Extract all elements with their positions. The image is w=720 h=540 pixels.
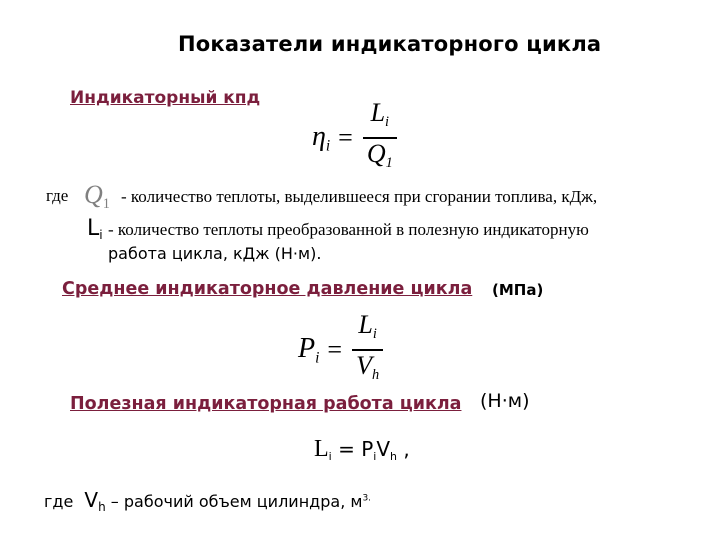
work-equation: $L_i = P_iV_h$ , xyxy=(314,436,410,463)
where-label: где xyxy=(46,186,69,205)
formula-lhs: $P_i$ xyxy=(298,332,320,366)
formula-equals: = xyxy=(338,122,353,152)
formula-denominator: $Q_1$ xyxy=(366,138,393,171)
formula-fraction xyxy=(363,98,397,178)
li-symbol: $L_i$ xyxy=(87,216,103,243)
li-definition-continued: работа цикла, кДж (Н·м). xyxy=(108,244,322,263)
work-unit: (Н·м) xyxy=(480,390,530,412)
formula-denominator: $V_h$ xyxy=(356,350,380,383)
heading-mean-indicated-pressure: Среднее индикаторное давление цикла xyxy=(62,279,473,299)
formula-numerator: $L_i$ xyxy=(358,310,377,342)
formula-mean-pressure xyxy=(298,310,383,390)
formula-lhs: $\eta_i$ xyxy=(312,120,331,154)
formula-numerator: $L_i$ xyxy=(370,98,390,130)
formula-equals: = xyxy=(327,334,343,364)
page-title: Показатели индикаторного цикла xyxy=(178,32,602,56)
heading-indicated-work: Полезная индикаторная работа цикла xyxy=(70,394,462,414)
volume-definition: где $V_h$ – рабочий объем цилиндра, $м^{3.}$ xyxy=(44,488,372,515)
pressure-unit: (МПа) xyxy=(492,281,544,299)
heading-indicator-efficiency: Индикаторный кпд xyxy=(70,88,261,108)
formula-indicator-efficiency xyxy=(312,98,397,178)
q1-definition: - количество теплоты, выделившееся при сгорании топлива, кДж, xyxy=(121,187,598,206)
q1-symbol: $Q_1$ xyxy=(84,180,110,212)
li-definition: - количество теплоты преобразованной в полезную индикаторную xyxy=(108,220,589,239)
formula-fraction xyxy=(352,310,383,390)
